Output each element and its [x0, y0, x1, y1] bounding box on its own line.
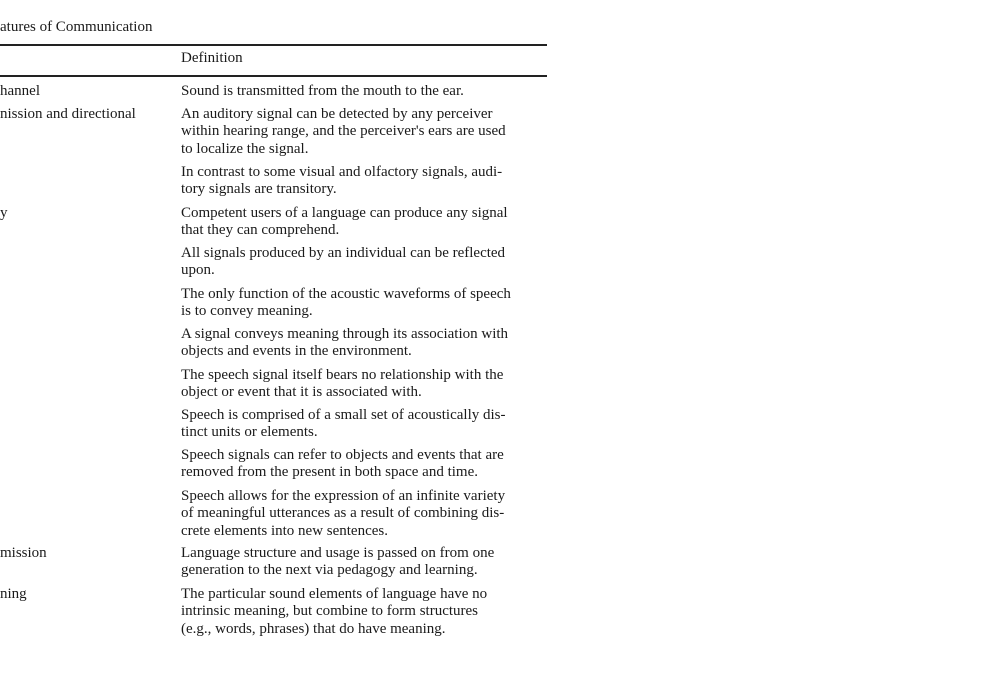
definition-line: In contrast to some visual and olfactory signals, audi-: [181, 164, 503, 180]
row-label: hannel: [0, 83, 40, 99]
definition-line: A signal conveys meaning through its association with: [181, 326, 509, 342]
definition-line: Competent users of a language can produce any signal: [181, 205, 508, 221]
row-label: ning: [0, 586, 27, 602]
definition-line: tinct units or elements.: [181, 424, 318, 441]
column-header-definition: Definition: [181, 50, 243, 66]
definition-line: tory signals are transitory.: [181, 181, 337, 198]
row-label: y: [0, 205, 8, 221]
definition-line: The speech signal itself bears no relationship with the: [181, 367, 504, 383]
definition-line: Speech allows for the expression of an infinite variety: [181, 488, 506, 504]
row-definition: [181, 488, 551, 540]
definition-line: An auditory signal can be detected by any perceiver: [181, 106, 493, 122]
definition-line: crete elements into new sentences.: [181, 522, 388, 539]
definition-line: Language structure and usage is passed on from one: [181, 545, 495, 561]
definition-line: is to convey meaning.: [181, 303, 313, 320]
definition-line: intrinsic meaning, but combine to form structures: [181, 603, 479, 620]
row-label: nission and directional: [0, 106, 136, 122]
row-definition: [181, 326, 551, 361]
top-rule: [0, 44, 547, 46]
definition-line: generation to the next via pedagogy and learning.: [181, 562, 478, 579]
definition-line: Speech is comprised of a small set of acoustically dis-: [181, 407, 506, 423]
definition-line: of meaningful utterances as a result of combining dis-: [181, 505, 505, 522]
definition-line: to localize the signal.: [181, 140, 309, 157]
row-label: mission: [0, 545, 47, 561]
header-rule: [0, 75, 547, 77]
row-definition: [181, 367, 551, 402]
row-definition: [181, 586, 551, 638]
definition-line: objects and events in the environment.: [181, 343, 412, 360]
row-definition: [181, 447, 551, 482]
definition-line: that they can comprehend.: [181, 222, 340, 239]
row-definition: [181, 164, 551, 199]
definition-line: Speech signals can refer to objects and events that are: [181, 447, 504, 463]
table-title: atures of Communication: [0, 19, 153, 35]
row-definition: [181, 286, 551, 321]
definition-line: removed from the present in both space and time.: [181, 464, 478, 481]
definition-line: All signals produced by an individual can be reflected: [181, 245, 506, 261]
row-definition: [181, 83, 551, 100]
definition-line: Sound is transmitted from the mouth to the ear.: [181, 83, 464, 99]
definition-line: object or event that it is associated with.: [181, 384, 422, 401]
row-definition: [181, 245, 551, 280]
definition-line: within hearing range, and the perceiver's ears are used: [181, 123, 506, 140]
row-definition: [181, 545, 551, 580]
row-definition: [181, 106, 551, 158]
row-definition: [181, 407, 551, 442]
definition-line: The only function of the acoustic waveforms of speech: [181, 286, 511, 302]
definition-line: The particular sound elements of language have no: [181, 586, 488, 602]
definition-line: (e.g., words, phrases) that do have meaning.: [181, 620, 446, 637]
row-definition: [181, 205, 551, 240]
definition-line: upon.: [181, 262, 215, 279]
